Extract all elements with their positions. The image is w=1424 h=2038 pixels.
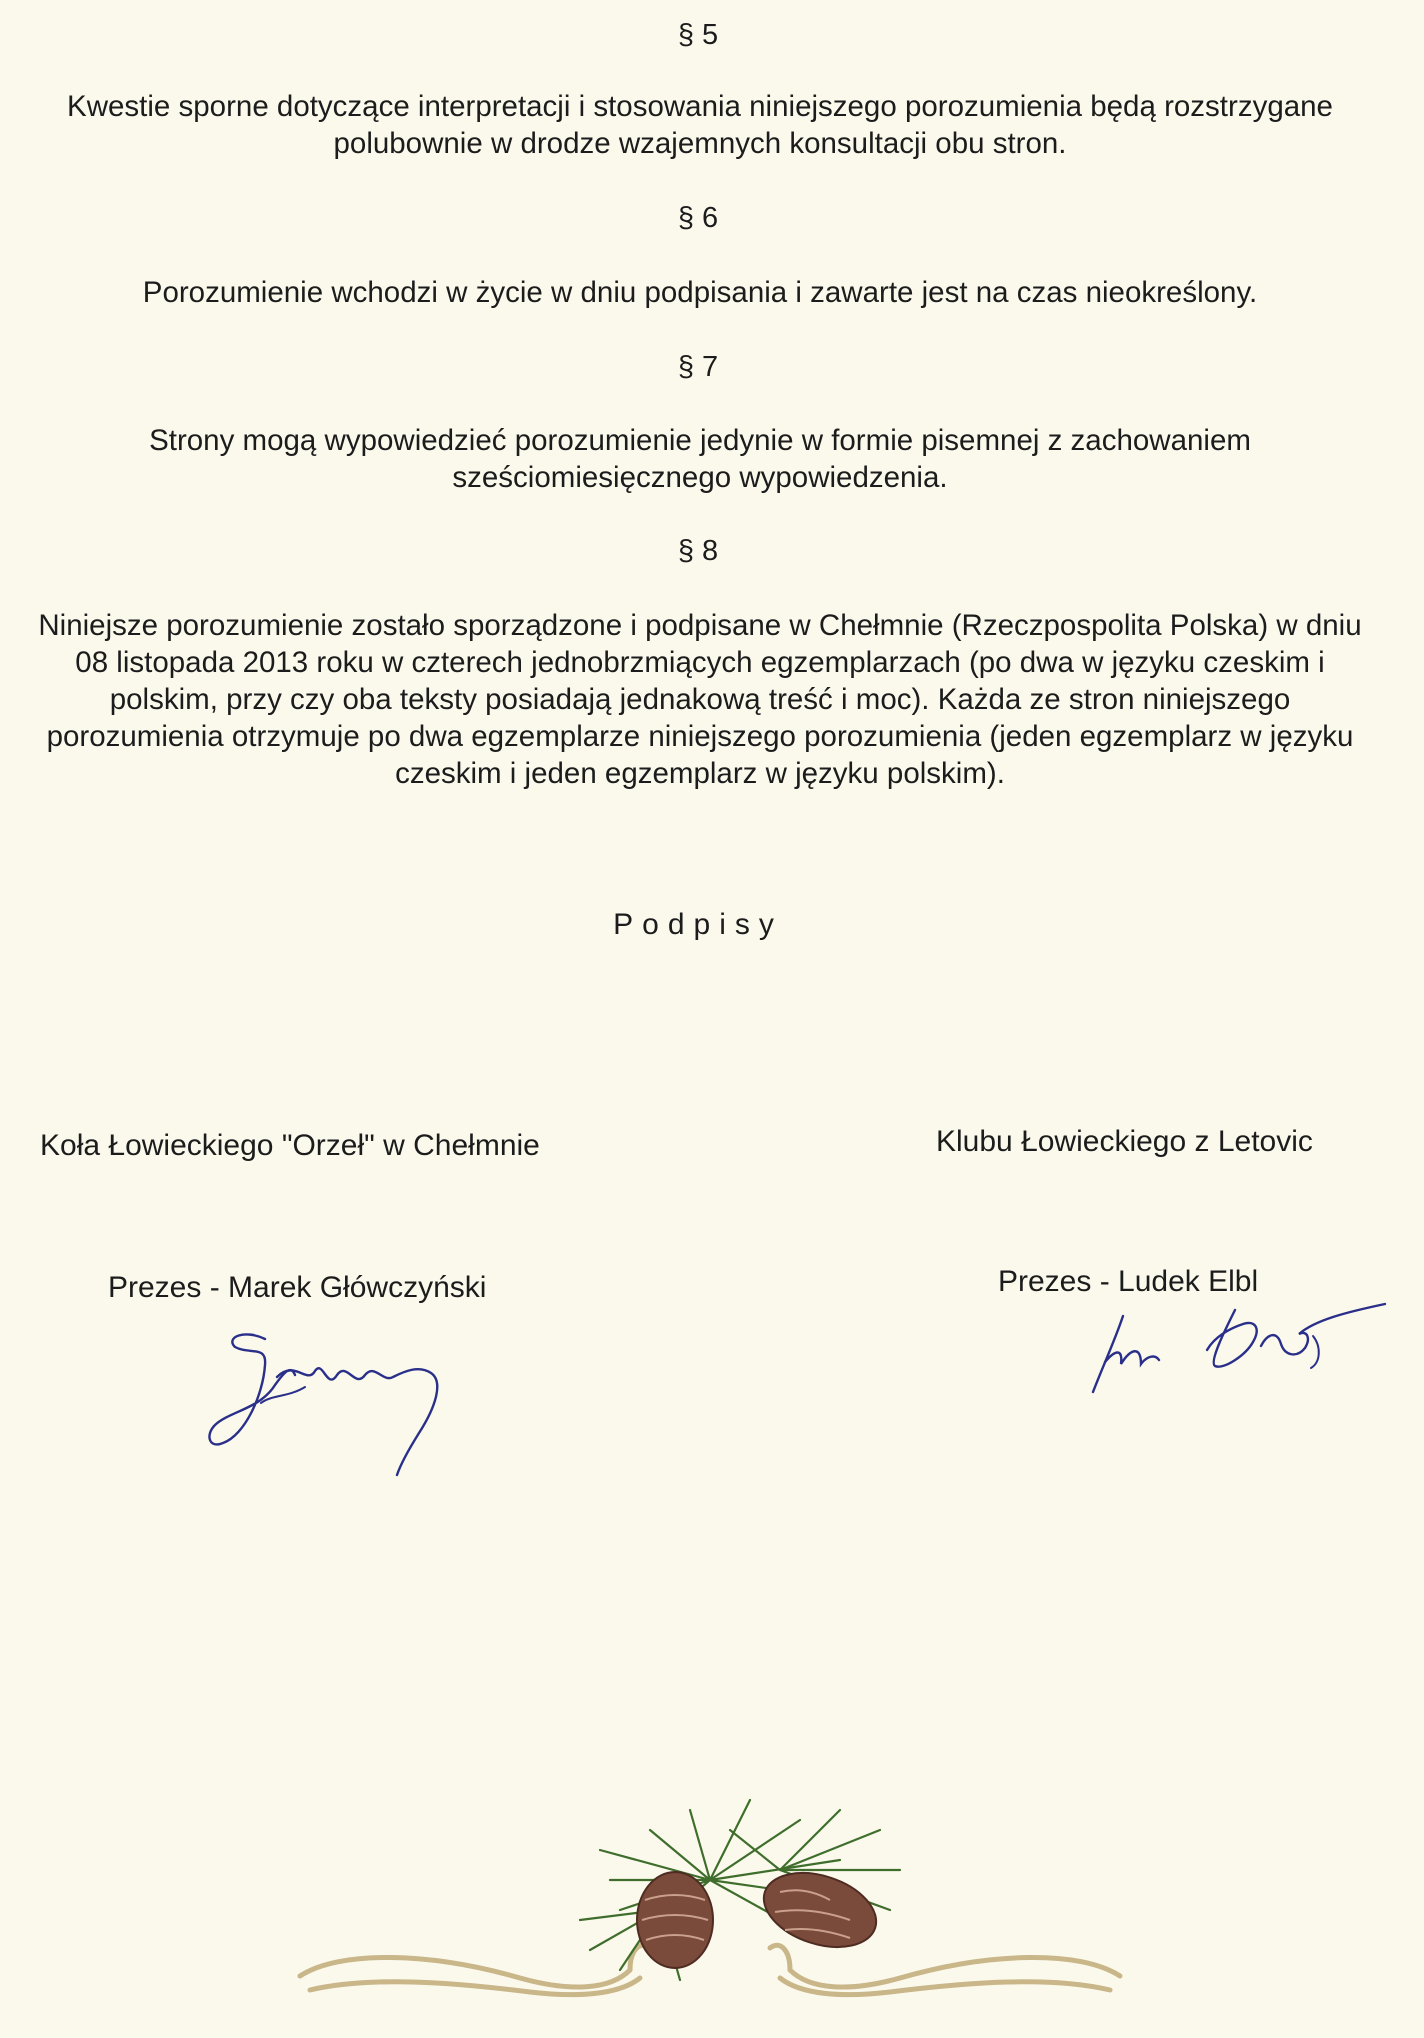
paragraph-7-text: Strony mogą wypowiedzieć porozumienie jedynie w formie pisemnej z zachowaniem sześciomiesięcznego wypowiedzenia. bbox=[149, 424, 1251, 494]
paragraph-8-text: Niniejsze porozumienie zostało sporządzone i podpisane w Chełmnie (Rzeczpospolita Polska) w dniu 08 listopada 2013 roku w czterech jednobrzmiących egzemplarzach (po dwa w języku czeskim i polskim, przy czy oba teksty posiadają jednakową treść i moc). Każda ze stron niniejszego porozumienia otrzymuje po dwa egzemplarze niniejszego porozumienia (jeden egzemplarz w języku czeskim i jeden egzemplarz w języku polskim). bbox=[38, 609, 1362, 790]
paragraph-5-text: Kwestie sporne dotyczące interpretacji i stosowania niniejszego porozumienia będą rozstrzygane polubownie w drodze wzajemnych konsultacji obu stron. bbox=[67, 90, 1333, 160]
signatures-heading: Podpisy bbox=[613, 908, 783, 941]
left-signatory: Prezes - Marek Główczyński bbox=[108, 1271, 487, 1304]
paragraph-5-number: § 5 bbox=[677, 19, 719, 51]
right-signature bbox=[1085, 1290, 1405, 1400]
right-party-name: Klubu Łowieckiego z Letovic bbox=[936, 1125, 1313, 1158]
right-signatory: Prezes - Ludek Elbl bbox=[998, 1265, 1259, 1298]
paragraph-6-text: Porozumienie wchodzi w życie w dniu podpisania i zawarte jest na czas nieokreślony. bbox=[142, 276, 1258, 309]
paragraph-8-number: § 8 bbox=[677, 535, 719, 567]
pine-cone-ornament bbox=[280, 1770, 1140, 2020]
left-party-name: Koła Łowieckiego "Orzeł" w Chełmnie bbox=[40, 1129, 540, 1162]
paragraph-7-number: § 7 bbox=[677, 351, 719, 383]
paragraph-6-number: § 6 bbox=[677, 202, 719, 234]
left-signature bbox=[205, 1325, 485, 1495]
